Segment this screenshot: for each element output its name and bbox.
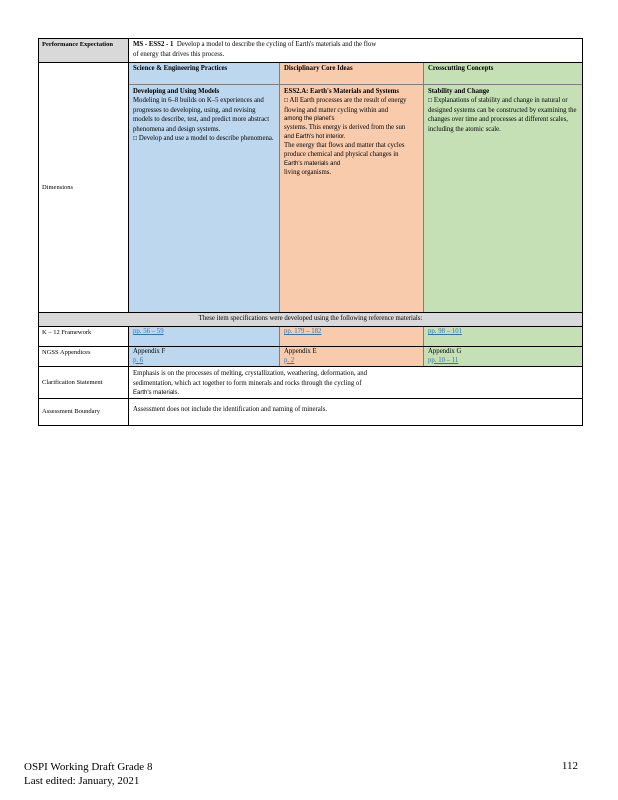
bullet-icon: □ xyxy=(284,97,290,105)
framework-label: K – 12 Framework xyxy=(39,327,129,346)
ccc-column xyxy=(423,63,582,312)
appendix-e-title: Appendix E xyxy=(284,348,317,355)
dci-body-d: and Earth's hot interior. xyxy=(284,133,346,140)
bullet-icon: □ xyxy=(428,97,434,105)
dci-body-b: among the planet's xyxy=(284,116,335,123)
pe-code: MS - ESS2 - 1 xyxy=(133,41,174,48)
framework-link-dci[interactable]: pp. 179 – 182 xyxy=(284,328,322,335)
page-number: 112 xyxy=(561,760,578,772)
page-footer xyxy=(24,760,152,789)
sep-bullet: Develop and use a model to describe phenomena. xyxy=(138,134,274,142)
ccc-body: Explanations of stability and change in natural or designed systems can be constructed by examining the changes over time and processes at different scales, including the atomic scale. xyxy=(428,97,577,133)
pe-text-line1: Develop a model to describe the cycling of Earth's materials and the flow xyxy=(176,41,377,48)
sep-header: Science & Engineering Practices xyxy=(129,63,279,85)
performance-expectation-row xyxy=(39,39,582,63)
appendix-g-title: Appendix G xyxy=(428,348,462,355)
appendix-g-link[interactable]: pp. 10 – 11 xyxy=(428,356,459,364)
framework-link-ccc[interactable]: pp. 98 – 101 xyxy=(428,328,462,335)
clarification-line2: sedimentation, which act together to form minerals and rocks through the cycling of xyxy=(133,379,362,387)
appendix-f-link[interactable]: p. 6 xyxy=(133,356,144,364)
clarification-row xyxy=(39,367,582,399)
sep-column xyxy=(129,63,279,312)
reference-note-row xyxy=(39,313,582,327)
sep-subhead: Developing and Using Models xyxy=(133,88,220,95)
dci-column xyxy=(279,63,423,312)
framework-link-sep[interactable]: pp. 56 – 59 xyxy=(133,328,164,335)
reference-note: These item specifications were developed using the following reference materials: xyxy=(198,315,423,323)
appendix-e-link[interactable]: p. 2 xyxy=(284,356,295,364)
item-specification-table xyxy=(38,38,583,426)
dci-body-a: All Earth processes are the result of energy flowing and matter cycling within and xyxy=(284,97,407,114)
dci-body-f: Earth's materials and xyxy=(284,160,341,167)
framework-row xyxy=(39,327,582,347)
dci-body-g: living organisms. xyxy=(284,169,332,177)
appendix-f-title: Appendix F xyxy=(133,348,166,355)
sep-body: Modeling in 6–8 builds on K–5 experiences and progresses to developing, using, and revising models to describe, test, and predict more abstract phenomena and design systems. xyxy=(133,97,270,133)
ccc-subhead: Stability and Change xyxy=(428,88,490,95)
footer-line2: Last edited: January, 2021 xyxy=(24,775,140,788)
dimensions-row xyxy=(39,63,582,313)
clarification-line1: Emphasis is on the processes of melting, crystallization, weathering, deformation, and xyxy=(133,370,368,377)
dimensions-label: Dimensions xyxy=(39,63,129,312)
performance-expectation-label: Performance Expectation xyxy=(39,39,129,62)
appendices-label: NGSS Appendices xyxy=(39,347,129,366)
pe-text-line2: of energy that drives this process. xyxy=(133,50,225,58)
footer-line1: OSPI Working Draft Grade 8 xyxy=(24,761,153,773)
bullet-icon: □ xyxy=(133,134,139,142)
dci-body-c: systems. This energy is derived from the sun xyxy=(284,124,406,132)
clarification-label: Clarification Statement xyxy=(39,367,129,398)
dci-header: Disciplinary Core Ideas xyxy=(280,63,423,85)
assessment-row xyxy=(39,399,582,425)
appendices-row xyxy=(39,347,582,367)
clarification-line3: Earth's materials. xyxy=(133,389,180,396)
dci-body-e: The energy that flows and matter that cycles produce chemical and physical changes in xyxy=(284,142,405,159)
dci-subhead: ESS2.A: Earth's Materials and Systems xyxy=(284,88,399,95)
assessment-label: Assessment Boundary xyxy=(39,399,129,425)
assessment-text: Assessment does not include the identification and naming of minerals. xyxy=(133,406,328,413)
ccc-header: Crosscutting Concepts xyxy=(424,63,582,85)
performance-expectation-content xyxy=(129,39,582,62)
